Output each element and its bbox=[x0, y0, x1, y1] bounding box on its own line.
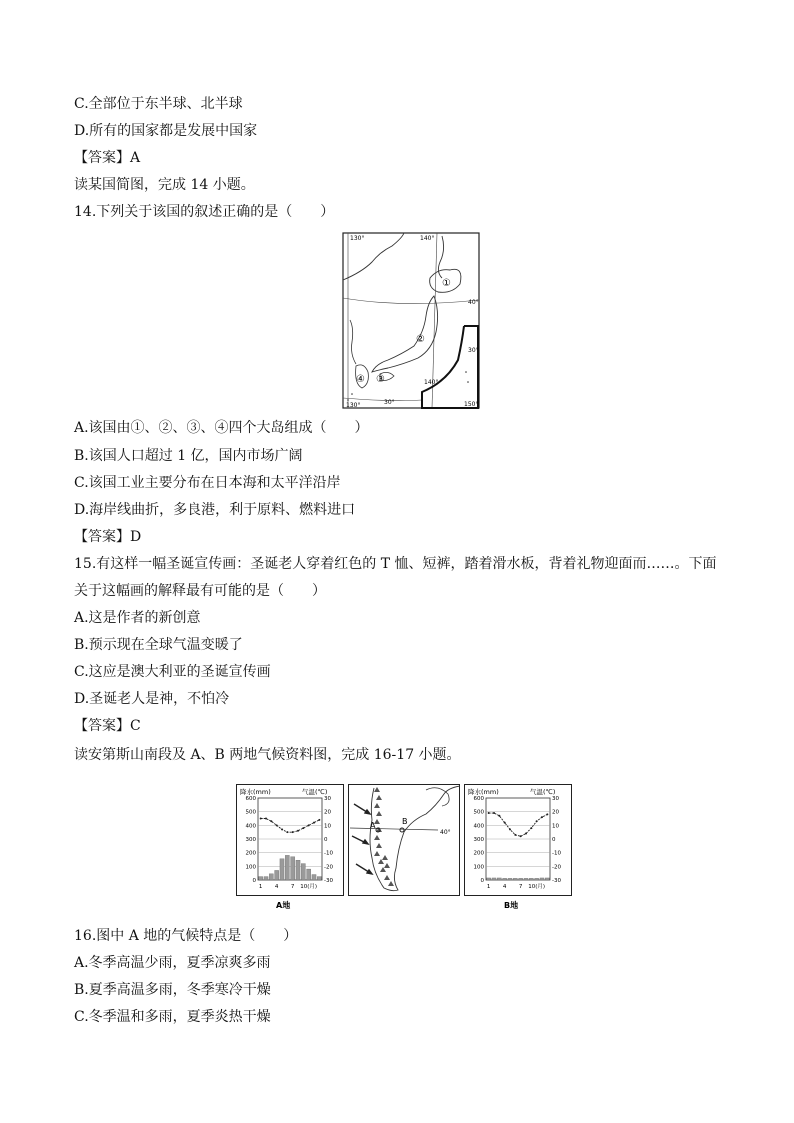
chart-a-ylabel-left: 降水(mm) bbox=[240, 788, 271, 796]
andes-label-lat: 40° bbox=[440, 829, 451, 836]
question-15-line2: 关于这幅画的解释最有可能的是（ ） bbox=[74, 583, 326, 599]
chart-a-precip-bar bbox=[301, 864, 305, 880]
lat-label-40: 40° bbox=[468, 299, 479, 306]
island-marker-4: ④ bbox=[356, 374, 365, 385]
chart-a-right-tick: 30 bbox=[324, 796, 331, 802]
chart-b-temp-point bbox=[514, 834, 516, 836]
chart-a-left-tick: 100 bbox=[245, 864, 256, 871]
chart-a-precip-bar bbox=[259, 877, 263, 880]
answer-14: 【答案】D bbox=[74, 529, 142, 545]
chart-a-precip-bar bbox=[296, 860, 300, 880]
chart-a-left-tick: 600 bbox=[245, 796, 256, 802]
chart-a-precip-bar bbox=[269, 874, 273, 880]
option-16c: C.冬季温和多雨，夏季炎热干燥 bbox=[74, 1009, 271, 1025]
chart-b-right-tick: -20 bbox=[552, 864, 561, 871]
island-marker-3: ③ bbox=[376, 374, 385, 385]
chart-b-precip-bar bbox=[529, 878, 533, 880]
chart-b-temp-point bbox=[536, 820, 538, 822]
chart-a-temp-point bbox=[292, 831, 294, 833]
chart-b-left-tick: 0 bbox=[480, 878, 484, 884]
chart-b-precip-bar bbox=[492, 878, 496, 880]
answer-15: 【答案】C bbox=[74, 718, 141, 734]
chart-a-x-tick: 10(月) bbox=[300, 884, 318, 890]
chart-b-right-tick: 10 bbox=[552, 823, 559, 830]
chart-b-x-tick: 10(月) bbox=[528, 884, 546, 890]
chart-b-precip-bar bbox=[545, 878, 549, 880]
question-16: 16.图中 A 地的气候特点是（ ） bbox=[74, 928, 298, 944]
chart-a-temp-point bbox=[265, 818, 267, 820]
chart-a-x-tick: 1 bbox=[258, 884, 263, 890]
chart-a-temp-point bbox=[281, 828, 283, 830]
chart-b-left-tick: 100 bbox=[473, 864, 484, 871]
chart-b-right-tick: 30 bbox=[552, 796, 559, 802]
chart-b-left-tick: 400 bbox=[473, 823, 484, 830]
lon-label-140-top: 140° bbox=[420, 235, 435, 242]
option-15a: A.这是作者的新创意 bbox=[74, 610, 201, 626]
chart-a-left-tick: 400 bbox=[245, 823, 256, 830]
andes-map bbox=[348, 784, 460, 896]
chart-b-temp-point bbox=[530, 827, 532, 829]
chart-b-temp-point bbox=[504, 822, 506, 824]
chart-b-right-tick: 20 bbox=[552, 809, 559, 816]
chart-b-temp-point bbox=[520, 835, 522, 837]
chart-b-precip-bar bbox=[497, 878, 501, 880]
chart-a-temp-point bbox=[313, 822, 315, 824]
lon-label-130-top: 130° bbox=[350, 235, 365, 242]
option-15d: D.圣诞老人是神，不怕冷 bbox=[74, 691, 230, 707]
chart-b-ylabel-left: 降水(mm) bbox=[468, 788, 499, 796]
chart-b-ylabel-right: 气温(℃) bbox=[530, 788, 556, 796]
chart-b-caption: B地 bbox=[504, 901, 519, 910]
chart-b-left-tick: 300 bbox=[473, 837, 484, 843]
option-14b: B.该国人口超过 1 亿，国内市场广阔 bbox=[74, 448, 303, 464]
andes-label-a: A bbox=[370, 821, 376, 830]
option-14c: C.该国工业主要分布在日本海和太平洋沿岸 bbox=[74, 475, 341, 491]
climate-chart-b bbox=[464, 784, 572, 912]
chart-a-ylabel-right: 气温(℃) bbox=[302, 788, 328, 796]
chart-a-left-tick: 300 bbox=[245, 837, 256, 843]
chart-b-precip-bar bbox=[535, 878, 539, 880]
chart-b-precip-bar bbox=[540, 878, 544, 880]
chart-a-temp-point bbox=[270, 820, 272, 822]
chart-a-precip-bar bbox=[317, 877, 321, 880]
chart-a-temp-point bbox=[318, 819, 320, 821]
chart-a-x-tick: 4 bbox=[274, 884, 279, 890]
chart-b-precip-bar bbox=[524, 878, 528, 880]
option-13c: C.全部位于东半球、北半球 bbox=[74, 96, 243, 112]
lon-label-130-bottom: 130° bbox=[346, 402, 361, 409]
chart-b-temp-point bbox=[498, 815, 500, 817]
chart-b-right-tick: -30 bbox=[552, 878, 561, 884]
chart-b-right-tick: -10 bbox=[552, 850, 561, 857]
lat-label-30-right: 30° bbox=[468, 347, 479, 354]
chart-a-x-tick: 7 bbox=[290, 884, 295, 890]
chart-a-precip-bar bbox=[264, 877, 268, 880]
chart-a-right-tick: 20 bbox=[324, 809, 331, 816]
chart-a-caption: A地 bbox=[276, 901, 291, 910]
chart-b-left-tick: 600 bbox=[473, 796, 484, 802]
andes-label-b: B bbox=[402, 817, 408, 826]
chart-a-right-tick: -10 bbox=[324, 850, 333, 857]
island-marker-2: ② bbox=[416, 334, 425, 345]
chart-b-precip-bar bbox=[487, 878, 491, 880]
chart-b-temp-point bbox=[509, 828, 511, 830]
option-14a: A.该国由①、②、③、④四个大岛组成（ ） bbox=[74, 420, 369, 436]
chart-b-x-tick: 1 bbox=[486, 884, 491, 890]
lon-label-140-bottom: 140° bbox=[424, 379, 439, 386]
chart-a-temp-point bbox=[276, 824, 278, 826]
chart-a-temp-point bbox=[260, 818, 262, 820]
chart-b-left-tick: 200 bbox=[473, 850, 484, 857]
chart-a-precip-bar bbox=[307, 869, 311, 880]
island-marker-1: ① bbox=[442, 278, 451, 289]
option-14d: D.海岸线曲折，多良港，利于原料、燃料进口 bbox=[74, 502, 356, 518]
chart-a-temp-point bbox=[297, 830, 299, 832]
chart-b-right-tick: 0 bbox=[552, 837, 556, 843]
chart-a-temp-point bbox=[308, 824, 310, 826]
chart-b-x-tick: 7 bbox=[518, 884, 523, 890]
question-14: 14.下列关于该国的叙述正确的是（ ） bbox=[74, 204, 335, 220]
chart-b-x-tick: 4 bbox=[502, 884, 507, 890]
question-15-line1: 15.有这样一幅圣诞宣传画：圣诞老人穿着红色的 T 恤、短裤，踏着滑水板，背着礼物迎面而……。下面 bbox=[74, 556, 717, 572]
lon-label-150-bottom: 150° bbox=[464, 401, 479, 408]
chart-b-precip-bar bbox=[503, 878, 507, 880]
option-16a: A.冬季高温少雨，夏季凉爽多雨 bbox=[74, 955, 271, 971]
chart-a-right-tick: -30 bbox=[324, 878, 333, 884]
option-16b: B.夏季高温多雨，冬季寒冷干燥 bbox=[74, 982, 271, 998]
chart-a-temp-point bbox=[286, 831, 288, 833]
chart-a-left-tick: 0 bbox=[252, 878, 256, 884]
chart-b-temp-point bbox=[493, 812, 495, 814]
option-15c: C.这应是澳大利亚的圣诞宣传画 bbox=[74, 664, 271, 680]
option-13d: D.所有的国家都是发展中国家 bbox=[74, 123, 258, 139]
chart-a-left-tick: 500 bbox=[245, 809, 256, 816]
chart-b-precip-bar bbox=[513, 878, 517, 880]
chart-a-precip-bar bbox=[312, 875, 316, 880]
chart-a-right-tick: -20 bbox=[324, 864, 333, 871]
chart-a-precip-bar bbox=[285, 855, 289, 880]
chart-b-temp-point bbox=[546, 813, 548, 815]
chart-a-precip-bar bbox=[280, 859, 284, 880]
option-15b: B.预示现在全球气温变暖了 bbox=[74, 637, 243, 653]
chart-b-left-tick: 500 bbox=[473, 809, 484, 816]
chart-a-left-tick: 200 bbox=[245, 850, 256, 857]
chart-b-precip-bar bbox=[508, 878, 512, 880]
lat-label-30-bottom: 30° bbox=[384, 399, 395, 406]
chart-a-right-tick: 10 bbox=[324, 823, 331, 830]
chart-a-temp-point bbox=[302, 827, 304, 829]
answer-13: 【答案】A bbox=[74, 150, 141, 166]
chart-b-temp-point bbox=[541, 816, 543, 818]
intro-16: 读安第斯山南段及 A、B 两地气候资料图，完成 16-17 小题。 bbox=[74, 747, 461, 763]
chart-a-right-tick: 0 bbox=[324, 837, 328, 843]
chart-b-precip-bar bbox=[519, 878, 523, 880]
chart-b-temp-point bbox=[488, 812, 490, 814]
intro-14: 读某国简图，完成 14 小题。 bbox=[74, 177, 255, 193]
japan-map bbox=[342, 232, 480, 410]
climate-chart-a bbox=[236, 784, 344, 912]
chart-a-precip-bar bbox=[291, 857, 295, 880]
chart-a-precip-bar bbox=[275, 870, 279, 880]
chart-b-temp-point bbox=[525, 833, 527, 835]
